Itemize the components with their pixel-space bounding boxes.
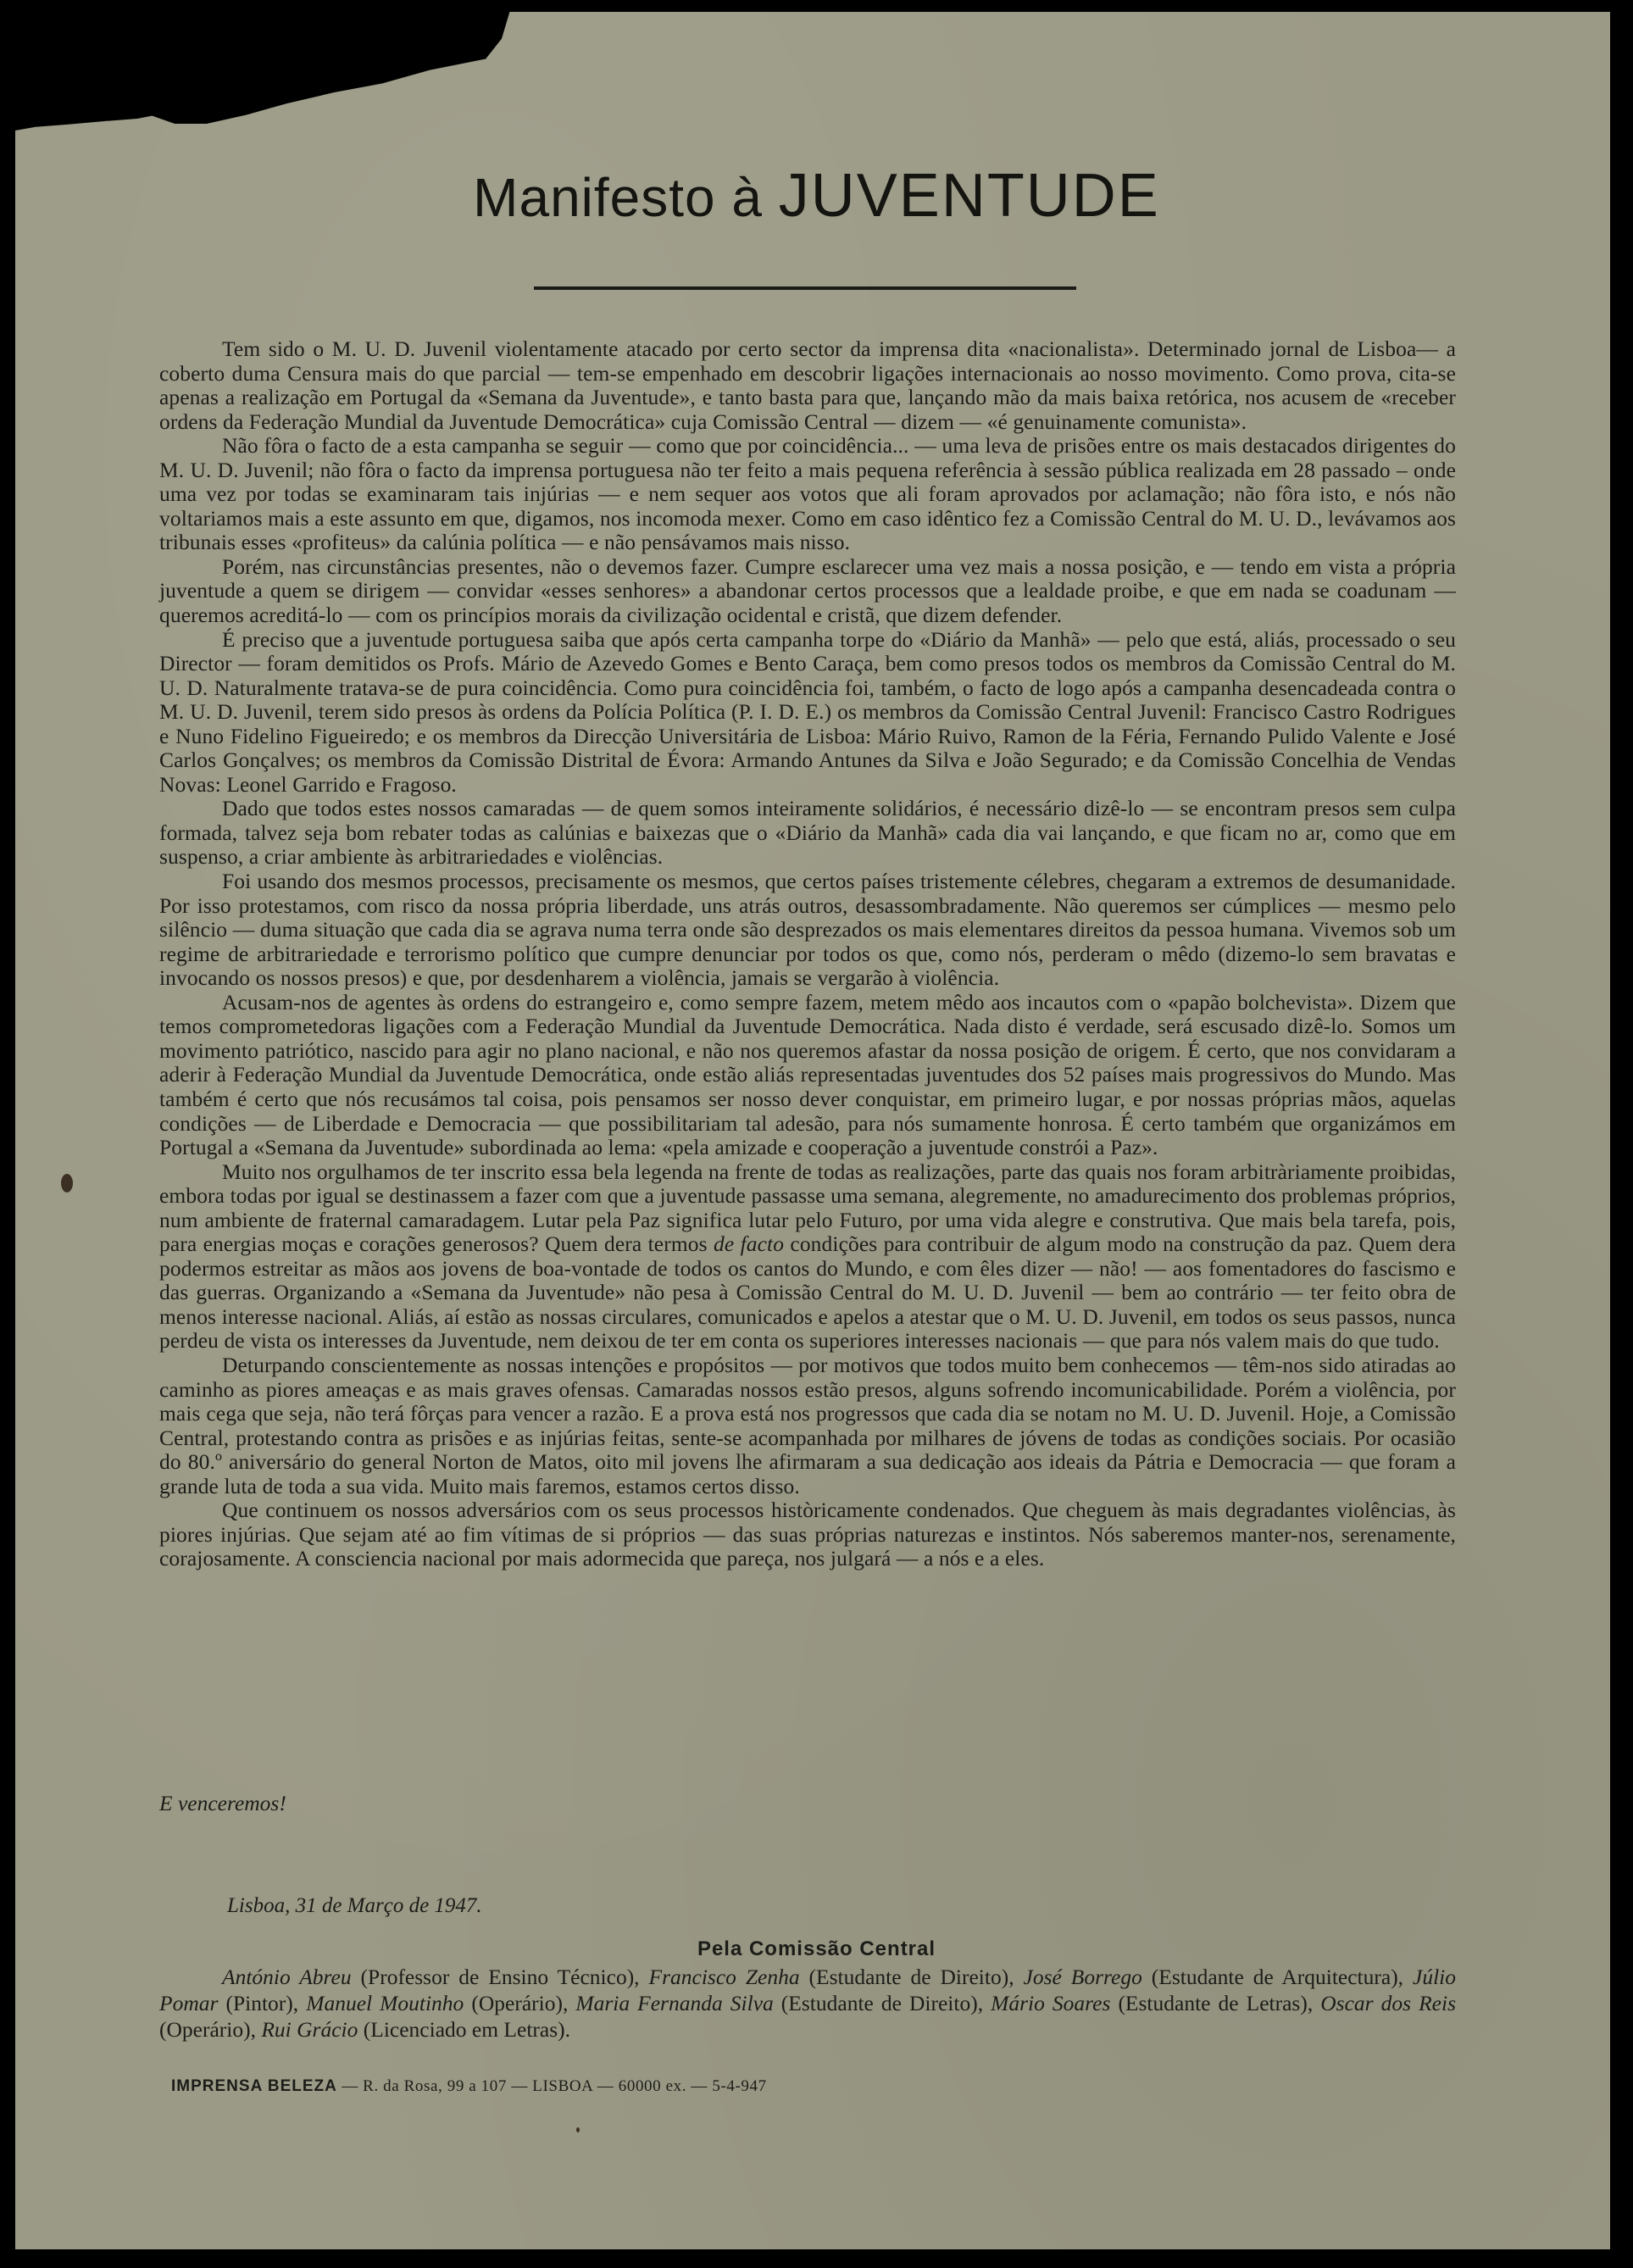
signatory-role: (Pintor), bbox=[218, 1991, 307, 2015]
signatory-role: (Estudante de Direito), bbox=[799, 1965, 1024, 1989]
imprint-press: IMPRENSA BELEZA bbox=[171, 2077, 337, 2095]
document-title bbox=[0, 161, 1633, 231]
imprint-details: — R. da Rosa, 99 a 107 — LISBOA — 60000 ex. — 5-4-947 bbox=[342, 2077, 767, 2095]
title-prefix: Manifesto à bbox=[473, 167, 763, 228]
signature-heading: Pela Comissão Central bbox=[697, 1937, 936, 1960]
body-paragraph: Porém, nas circunstâncias presentes, não o devemos fazer. Cumpre esclarecer uma vez mais a nossa posição, e — tendo em vista a própria juventude a quem se dirigem — convidar «esses senhores» a abandonar certos processos que a lealdade proibe, e que em nada se coadunam — queremos acreditá-lo — com os princípios morais da civilização ocidental e cristã, que dizem defender. bbox=[159, 553, 1456, 628]
manifesto-body bbox=[159, 337, 1456, 1571]
signatory-name: Rui Grácio bbox=[261, 2017, 358, 2042]
body-paragraph: É preciso que a juventude portuguesa saiba que após certa campanha torpe do «Diário da Manhã» — pelo que está, aliás, processado o seu Director — foram demitidos os Profs. Mário de Azevedo Gomes e Bento Caraça, bem como presos todos os membros da Comissão Central do M. U. D. Naturalmente tratava-se de pura coincidência. Como pura coincidência foi, também, o facto de logo após a campanha desencadeada contra o M. U. D. Juvenil, terem sido presos às ordens da Polícia Política (P. I. D. E.) os membros da Comissão Central Juvenil: Francisco Castro Rodrigues e Nuno Fidelino Figueiredo; e os membros da Direcção Universitária de Lisboa: Mário Ruivo, Ramon de la Féria, Fernando Pulido Valente e José Carlos Gonçalves; os membros da Comissão Distrital de Évora: Armando Antunes da Silva e João Segurado; e da Comissão Concelhia de Vendas Novas: Leonel Garrido e Fragoso. bbox=[159, 626, 1456, 797]
signatory-role: (Operário), bbox=[159, 2017, 262, 2042]
title-main: JUVENTUDE bbox=[778, 162, 1160, 230]
ink-speck bbox=[576, 2127, 580, 2132]
signatory-name: Maria Fernanda Silva bbox=[575, 1991, 774, 2015]
signatories-list bbox=[159, 1964, 1456, 2043]
signatory-name: Oscar dos Reis bbox=[1320, 1991, 1456, 2015]
signatory-name: António Abreu bbox=[222, 1965, 352, 1989]
body-paragraph: Muito nos orgulhamos de ter inscrito essa bela legenda na frente de todas as realizações, parte das quais nos foram arbitràriamente proibidas, embora todas por igual se destinassem a fazer com que a juventude passasse uma semana, alegremente, no amadurecimento dos problemas próprios, num ambiente de fraternal camaradagem. Lutar pela Paz significa lutar pelo Futuro, por uma vida alegre e construtiva. Que mais bela tarefa, pois, para energias moças e corações generosos? Quem dera termos de facto condições para contribuir de algum modo na construção da paz. Quem dera podermos estreitar as mãos aos jovens de boa-vontade de todos os cantos do Mundo, e com êles dizer — não! — aos fomentadores do fascismo e das guerras. Organizando a «Semana da Juventude» não pesa à Comissão Central do M. U. D. Juvenil — bem ao contrário — ter feito obra de menos interesse nacional. Aliás, aí estão as nossas circulares, comunicados e apelos a atestar que o M. U. D. Juvenil, em todos os seus passos, nunca perdeu de vista os interesses da Juventude, nem deixou de ter em conta os superiores interesses nacionais — que para nós valem mais do que tudo. bbox=[159, 1159, 1456, 1354]
body-paragraph: Tem sido o M. U. D. Juvenil violentamente atacado por certo sector da imprensa dita «nacionalista». Determinado jornal de Lisboa— a coberto duma Censura mais do que parcial — tem-se empenhado em descobrir ligações internacionais ao nosso movimento. Como prova, cita-se apenas a realização em Portugal da «Semana da Juventude», e tanto basta para que, lançando mão da mais baixa retórica, nos acusem de «receber ordens da Federação Mundial da Juventude Democrática» cuja Comissão Central — dizem — «é genuinamente comunista». bbox=[159, 336, 1456, 434]
body-paragraph: Deturpando conscientemente as nossas intenções e propósitos — por motivos que todos muito bem conhecemos — têm-nos sido atiradas ao caminho as piores ameaças e as mais graves ofensas. Camaradas nossos estão presos, alguns sofrendo incomunicabilidade. Porém a violência, por mais cega que seja, não terá fôrças para vencer a razão. E a prova está nos progressos que cada dia se notam no M. U. D. Juvenil. Hoje, a Comissão Central, protestando contra as prisões e as injúrias feitas, sente-se acompanhada por milhares de jóvens de todas as condições sociais. Por ocasião do 80.º aniversário do general Norton de Matos, oito mil jovens lhe afirmaram a sua dedicação aos ideais da Pátria e Democracia — que foram a grande luta de toda a sua vida. Muito mais faremos, estamos certos disso. bbox=[159, 1352, 1456, 1498]
body-paragraph: Dado que todos estes nossos camaradas — de quem somos inteiramente solidários, é necessário dizê-lo — se encontram presos sem culpa formada, talvez seja bom rebater todas as calúnias e baixezas que o «Diário da Manhã» cada dia vai lançando, e que ficam no ar, como que em suspenso, a criar ambiente às arbitrariedades e violências. bbox=[159, 796, 1456, 870]
signatory-role: (Licenciado em Letras). bbox=[358, 2017, 571, 2042]
signatory-role: (Operário), bbox=[464, 1991, 576, 2015]
body-paragraph: Não fôra o facto de a esta campanha se seguir — como que por coincidência... — uma leva de prisões entre os mais destacados dirigentes do M. U. D. Juvenil; não fôra o facto da imprensa portuguesa não ter feito a mais pequena referência à sessão pública realizada em 28 passado – onde uma vez por todas se examinaram tais injúrias — e nem sequer aos votos que ali foram aprovados por aclamação; não fôra isto, e nós não voltariamos mais a este assunto em que, digamos, nos incomoda mexer. Como em caso idêntico fez a Comissão Central do M. U. D., levávamos aos tribunais esses «profiteus» da calúnia política — e não pensávamos mais nisso. bbox=[159, 433, 1456, 555]
signatory-role: (Estudante de Letras), bbox=[1110, 1991, 1321, 2015]
body-paragraph: Acusam-nos de agentes às ordens do estrangeiro e, como sempre fazem, metem mêdo aos incautos com o «papão bolchevista». Dizem que temos comprometedoras ligações com a Federação Mundial da Juventude Democrática. Nada disto é verdade, será escusado dizê-lo. Somos um movimento patriótico, nascido para agir no plano nacional, e não nos queremos afastar da nossa posição de origem. É certo, que nos convidaram a aderir à Federação Mundial da Juventude Democrática, onde estão aliás representadas juventudes dos 52 países mais progressivos do Mundo. Mas também é certo que nós recusámos tal coisa, pois pensamos ser nosso dever conquistar, em primeiro lugar, e por nossas próprias mãos, aquelas condições — de Liberdade e Democracia — que possibilitariam tal adesão, para nós sumamente honrosa. É certo também que organizámos em Portugal a «Semana da Juventude» subordinada ao lema: «pela amizade e cooperação a juventude constrói a Paz». bbox=[159, 989, 1456, 1160]
emphasis-phrase: de facto bbox=[713, 1231, 785, 1257]
signatory-name: Manuel Moutinho bbox=[306, 1991, 464, 2015]
signatory-name: José Borrego bbox=[1023, 1965, 1142, 1989]
signatory-name: Francisco Zenha bbox=[648, 1965, 800, 1989]
title-underline bbox=[534, 286, 1076, 290]
signatory-name: Mário Soares bbox=[991, 1991, 1111, 2015]
body-paragraph: Que continuem os nossos adversários com os seus processos històricamente condenados. Que cheguem às mais degradantes violências, às piores injúrias. Que sejam até ao fim vítimas de si próprios — das suas próprias naturezas e instintos. Nós saberemos manter-nos, serenamente, corajosamente. A consciencia nacional por mais adormecida que pareça, nos julgará — a nós e a eles. bbox=[159, 1498, 1456, 1571]
signatory-role: (Professor de Ensino Técnico), bbox=[351, 1965, 649, 1989]
dateline: Lisboa, 31 de Março de 1947. bbox=[227, 1894, 482, 1917]
signatory-name: Júlio Pomar bbox=[159, 1965, 1456, 2015]
printer-imprint bbox=[171, 2077, 767, 2096]
ink-stain bbox=[61, 1174, 73, 1192]
signatory-role: (Estudante de Arquitectura), bbox=[1141, 1965, 1413, 1989]
body-paragraph: Foi usando dos mesmos processos, precisamente os mesmos, que certos países tristemente célebres, chegaram a extremos de desumanidade. Por isso protestamos, com risco da nossa própria liberdade, uns atrás outros, desassombradamente. Não queremos ser cúmplices — mesmo pelo silêncio — duma situação que cada dia se agrava numa terra onde são desprezados os mais elementares direitos da pessoa humana. Vivemos sob um regime de arbitrariedade e terrorismo político que cumpre denunciar por todos os que, como nós, perderam o mêdo (dizemo-lo sem bravatas e invocando os nossos presos) e que, por desdenharem a violência, jamais se vergarão à violência. bbox=[159, 869, 1456, 991]
signatory-role: (Estudante de Direito), bbox=[773, 1991, 991, 2015]
closing-line: E venceremos! bbox=[159, 1791, 286, 1815]
